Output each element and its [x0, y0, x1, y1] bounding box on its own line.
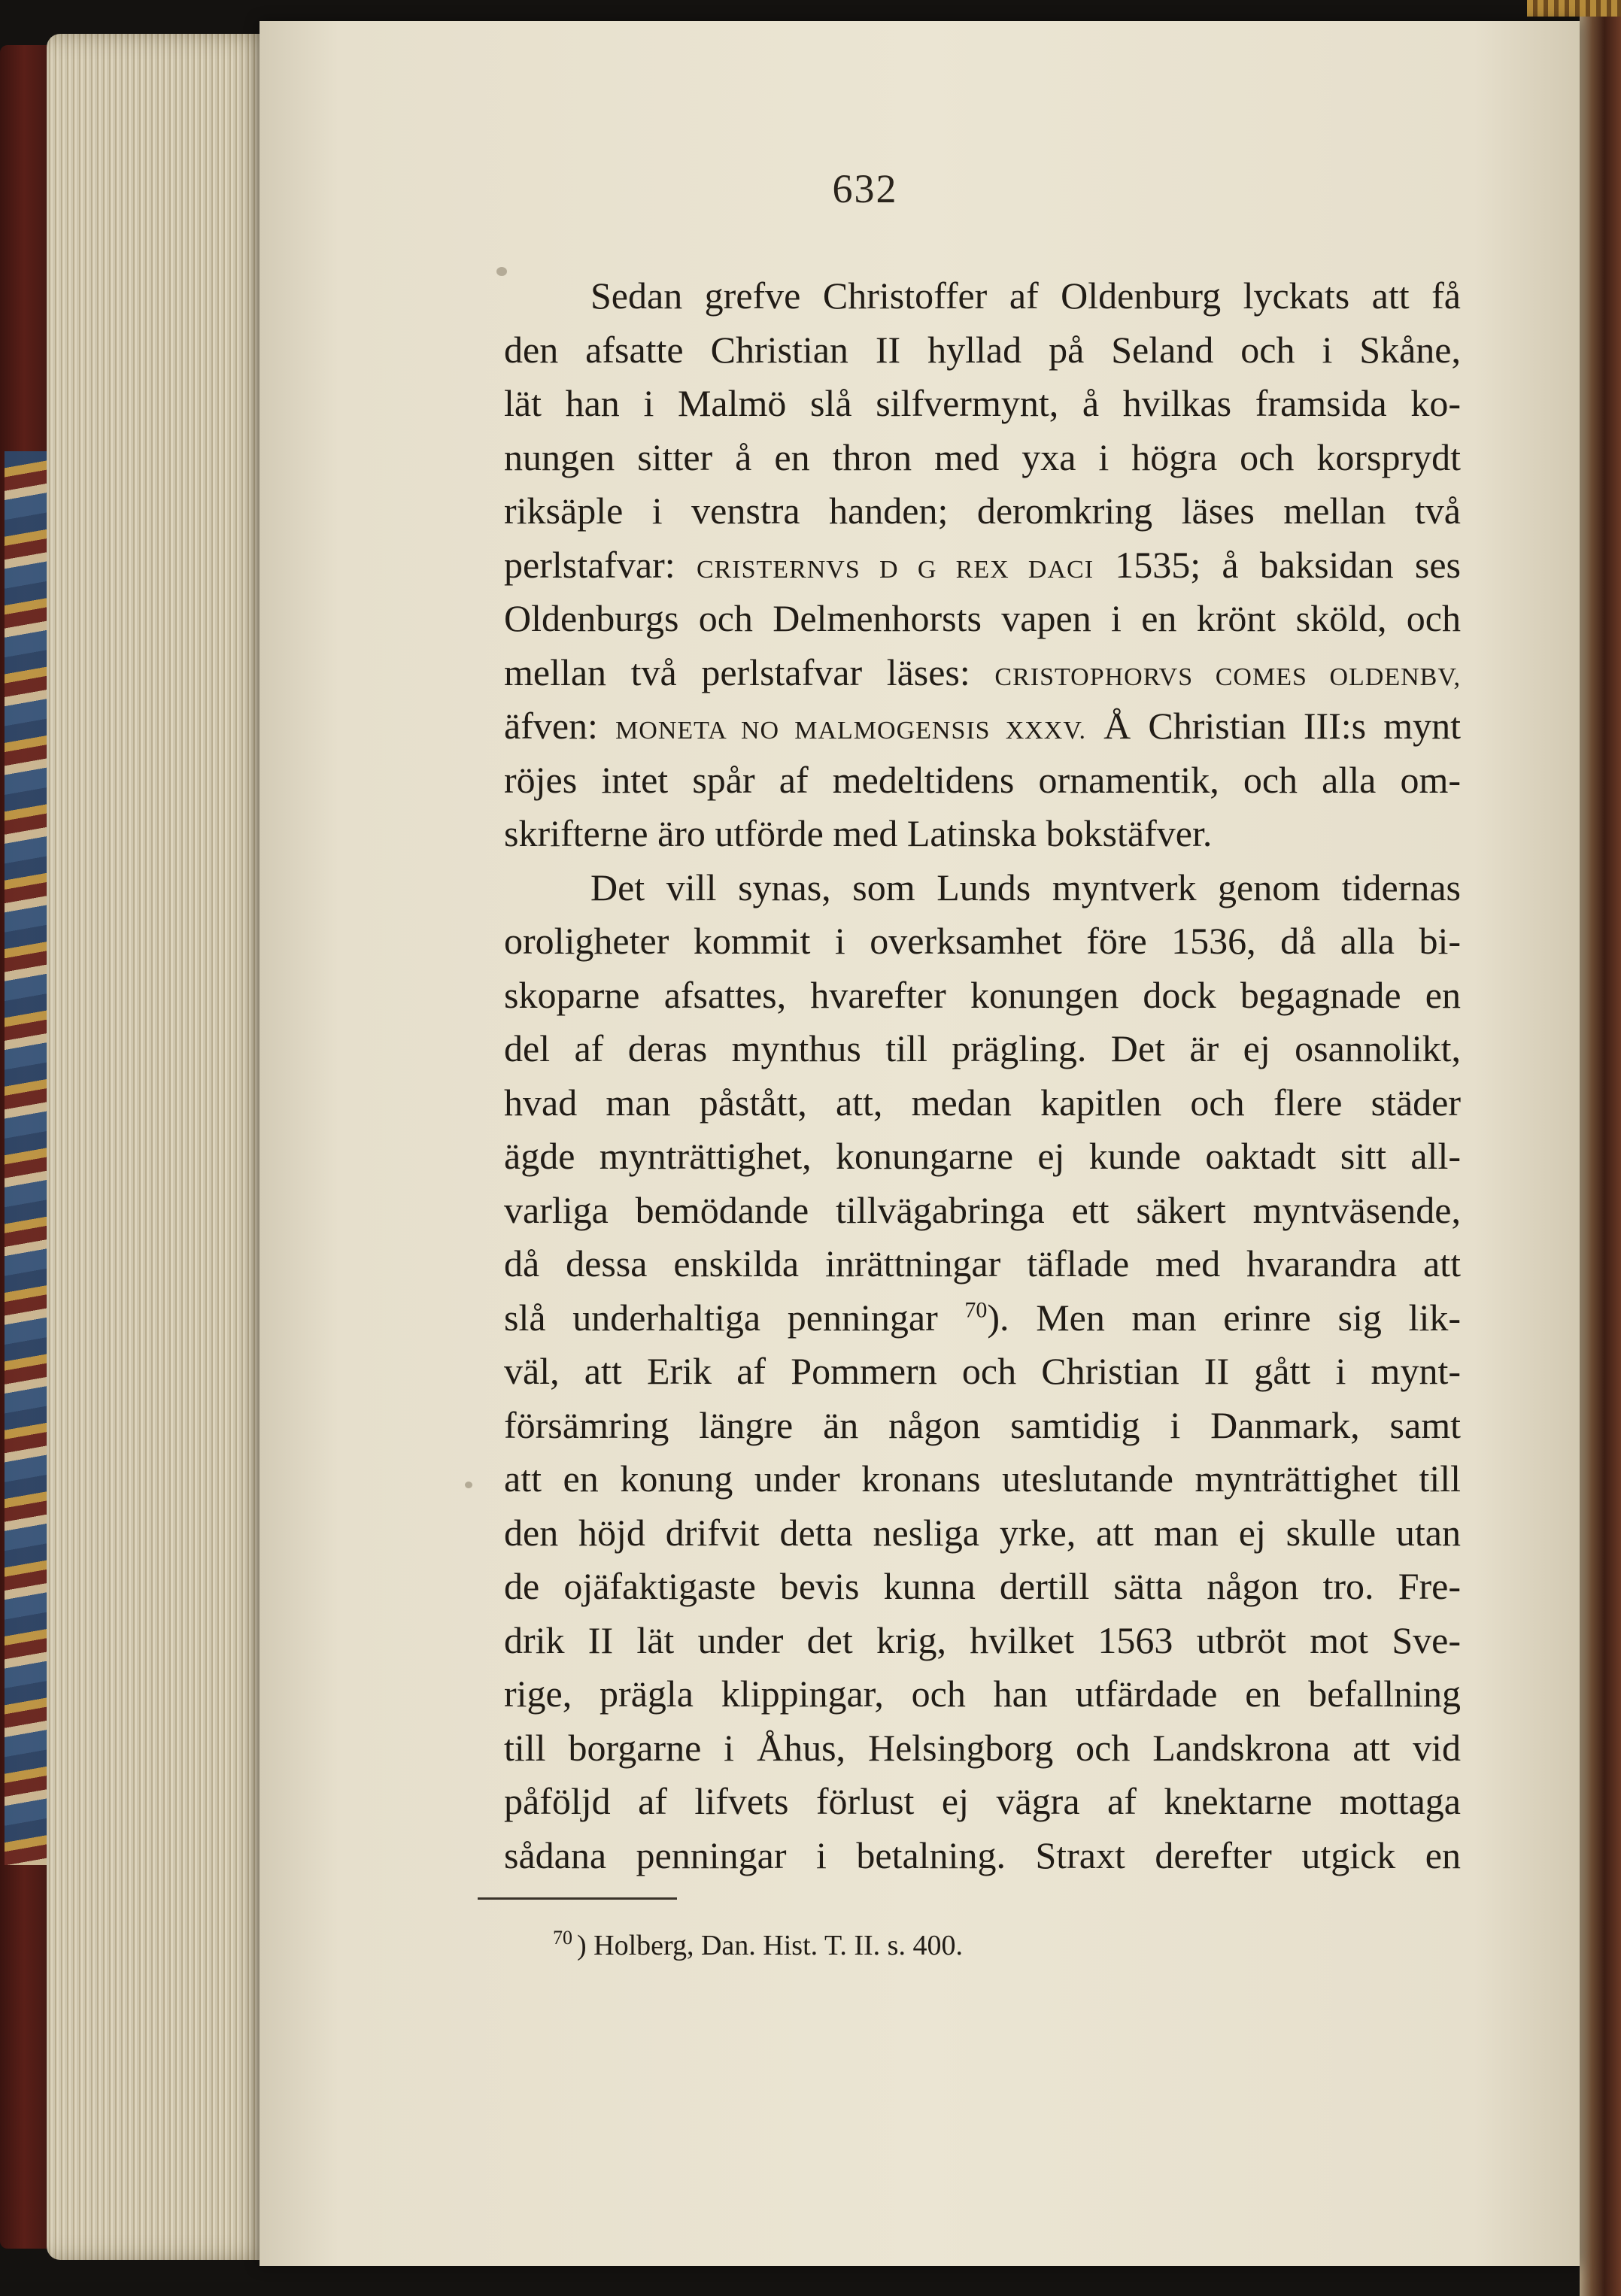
text-line — [504, 646, 1461, 700]
text-line: den höjd drifvit detta nesliga yrke, att man ej skulle utan — [504, 1511, 1461, 1554]
text-line: Oldenburgs och Delmenhorsts vapen i en krönt sköld, och — [504, 597, 1461, 639]
footnote-reference: 70 — [964, 1297, 988, 1322]
text-line: till borgarne i Åhus, Helsingborg och Landskrona att vid — [504, 1726, 1461, 1769]
text-line: att en konung under kronans uteslutande mynträttighet till — [504, 1457, 1461, 1500]
page-number: 632 — [832, 166, 898, 211]
text-segment: perlstafvar: — [504, 543, 675, 586]
marbled-edge — [5, 451, 51, 1865]
text-line: Sedan grefve Christoffer af Oldenburg lyckats att få — [590, 274, 1461, 317]
text-line: drik II lät under det krig, hvilket 1563 utbröt mot Sve- — [504, 1618, 1461, 1661]
text-line: rige, prägla klippingar, och han utfärdade en befallning — [504, 1673, 1461, 1715]
body-text — [504, 269, 1461, 1882]
text-line: skoparne afsattes, hvarefter konungen dock begagnade en — [504, 973, 1461, 1016]
text-line: de ojäfaktigaste bevis kunna dertill sätta någon tro. Fre- — [504, 1565, 1461, 1607]
binding-edge — [1580, 0, 1621, 2296]
text-line: riksäple i venstra handen; deromkring läses mellan två — [504, 490, 1461, 532]
footnote-text: ) Holberg, Dan. Hist. T. II. s. 400. — [577, 1930, 963, 1961]
text-segment: 1535; å baksidan ses — [1115, 543, 1461, 586]
text-segment: slå underhaltiga penningar — [504, 1296, 938, 1339]
paper-speck — [465, 1482, 472, 1488]
text-line: sådana penningar i betalning. Straxt derefter utgick en — [504, 1833, 1461, 1876]
text-line: den afsatte Christian II hyllad på Seland och i Skåne, — [504, 328, 1461, 371]
inscription-text: CRISTERNVS D G REX DACI — [696, 555, 1094, 584]
text-line: varliga bemödande tillvägabringa ett säkert myntväsende, — [504, 1188, 1461, 1231]
text-line — [504, 538, 1461, 593]
page-stack-edge — [47, 34, 272, 2260]
text-segment: äfven: — [504, 705, 598, 747]
inscription-text: CRISTOPHORVS COMES OLDENBV, — [994, 663, 1461, 691]
text-segment: Å Christian III:s mynt — [1103, 705, 1461, 747]
inscription-text: MONETA NO MALMOGENSIS XXXV. — [615, 717, 1087, 745]
text-line: påföljd af lifvets förlust ej vägra af knektarne mottaga — [504, 1780, 1461, 1822]
text-line — [504, 699, 1461, 754]
footnote — [553, 1929, 1155, 1962]
text-line: nungen sitter å en thron med yxa i högra och korsprydt — [504, 435, 1461, 478]
text-line: oroligheter kommit i overksamhet före 1536, då alla bi- — [504, 920, 1461, 962]
text-line: ägde mynträttighet, konungarne ej kunde oaktadt sitt all- — [504, 1135, 1461, 1177]
gilt-edge — [1527, 0, 1621, 17]
text-line: då dessa enskilda inrättningar täflade med hvarandra att — [504, 1242, 1461, 1284]
text-line — [504, 1291, 1461, 1345]
footnote-mark: 70 — [553, 1927, 572, 1949]
text-segment: ). Men man erinre sig lik- — [987, 1296, 1461, 1339]
text-segment: mellan två perlstafvar läses: — [504, 651, 970, 693]
text-line: skrifterne äro utförde med Latinska bokstäfver. — [504, 812, 1213, 854]
footnote-rule — [478, 1897, 677, 1900]
text-line: Det vill synas, som Lunds myntverk genom tidernas — [590, 866, 1461, 908]
text-line: del af deras mynthus till prägling. Det är ej osannolikt, — [504, 1027, 1461, 1069]
text-line: hvad man påstått, att, medan kapitlen och flere städer — [504, 1081, 1461, 1124]
text-line: försämring längre än någon samtidig i Danmark, samt — [504, 1403, 1461, 1446]
text-line: röjes intet spår af medeltidens ornamentik, och alla om- — [504, 758, 1461, 801]
text-line: väl, att Erik af Pommern och Christian II gått i mynt- — [504, 1350, 1461, 1392]
text-line: lät han i Malmö slå silfvermynt, å hvilkas framsida ko- — [504, 382, 1461, 424]
